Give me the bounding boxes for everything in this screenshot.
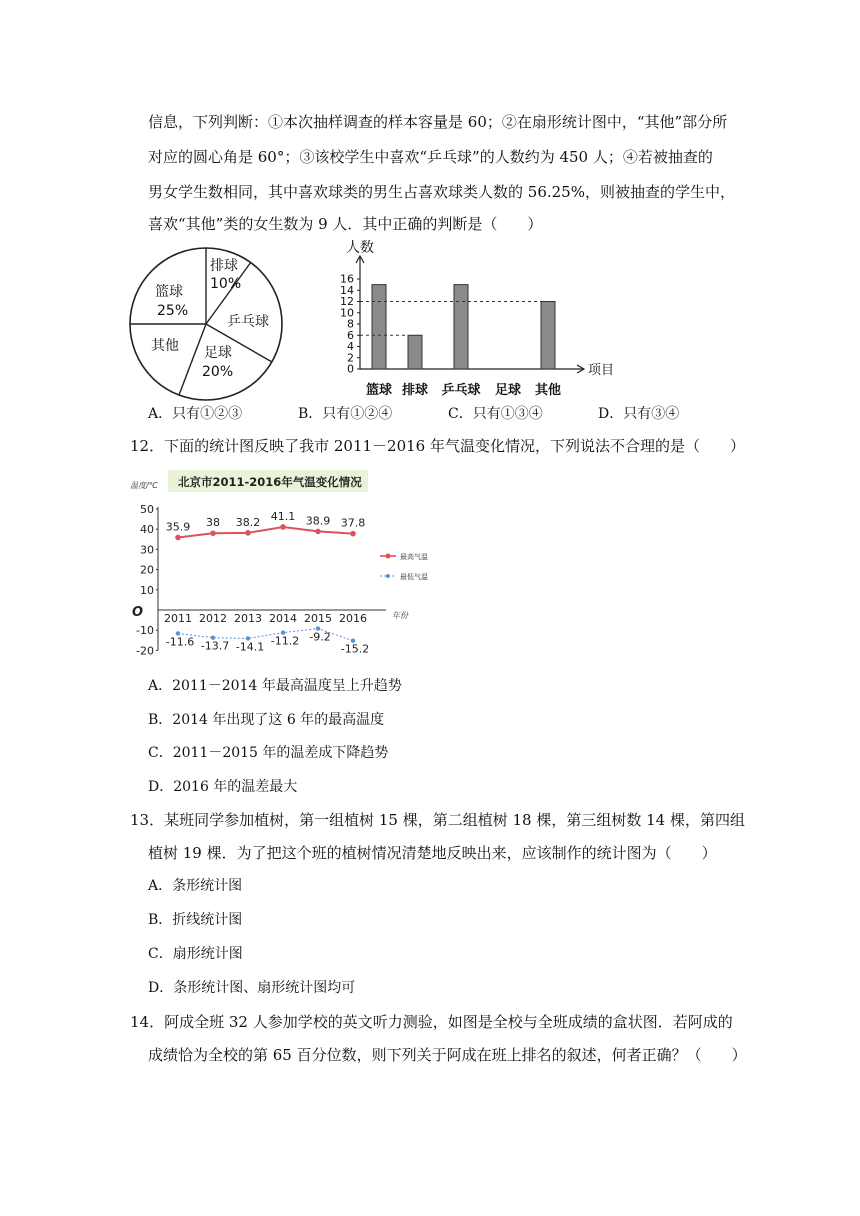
- chart-x-tick-label: 2011: [164, 612, 192, 625]
- chart-x-tick-label: 2012: [199, 612, 227, 625]
- pie-label-basketball: 篮球: [155, 284, 183, 300]
- bar-category-label: 篮球: [365, 383, 393, 398]
- bar-category-label: 乒乓球: [441, 383, 481, 398]
- series-high-line: [178, 527, 353, 538]
- q11-option-b[interactable]: B．只有①②④: [298, 406, 393, 422]
- pie-label-volleyball: 排球: [210, 258, 238, 274]
- series-low-label: -9.2: [309, 630, 331, 644]
- chart-title: 北京市2011-2016年气温变化情况: [178, 475, 362, 489]
- pie-label-football: 足球: [204, 345, 232, 361]
- chart-origin-label: O: [132, 605, 144, 620]
- bar-x-axis-label: 项目: [588, 363, 615, 378]
- bar-y-tick-label: 12: [340, 295, 354, 308]
- q11-bar-chart: [326, 236, 626, 406]
- series-high-label: 38.9: [305, 514, 331, 528]
- legend-low-label: 最低气温: [400, 573, 428, 581]
- bar-2: [454, 285, 468, 369]
- q12-option-a[interactable]: A．2011－2014 年最高温度呈上升趋势: [148, 678, 402, 694]
- bar-category-label: 其他: [534, 383, 562, 398]
- chart-y-tick-label: 30: [140, 543, 154, 557]
- bar-y-tick-label: 10: [340, 306, 354, 320]
- q12-line-chart: [128, 468, 438, 660]
- q11-option-c[interactable]: C．只有①③④: [448, 406, 543, 422]
- series-high-point: [175, 535, 181, 541]
- series-high-point: [280, 524, 286, 530]
- series-high-point: [245, 530, 251, 536]
- series-low-label: -13.7: [200, 639, 230, 653]
- bar-0: [372, 285, 386, 369]
- chart-y-tick-label: 40: [140, 523, 154, 537]
- q13-option-d[interactable]: D．条形统计图、扇形统计图均可: [148, 980, 356, 996]
- pie-label-pingpong: 乒乓球: [227, 314, 269, 330]
- bar-y-tick-label: 14: [340, 283, 354, 297]
- q13-line-2: 植树 19 棵．为了把这个班的植树情况清楚地反映出来，应该制作的统计图为（ ）: [148, 844, 717, 862]
- bar-y-tick-label: 4: [347, 340, 354, 353]
- series-low-label: -14.1: [235, 640, 265, 654]
- chart-y-tick-label: -20: [136, 644, 154, 658]
- q14-line-1: 14．阿成全班 32 人参加学校的英文听力测验，如图是全校与全班成绩的盒状图．若阿成的: [130, 1013, 733, 1031]
- series-low-label: -11.2: [270, 634, 300, 648]
- q11-line-1: 信息，下列判断：①本次抽样调查的样本容量是 60；②在扇形统计图中，“其他”部分所: [148, 113, 728, 131]
- series-high-label: 38: [206, 516, 220, 530]
- q11-line-2: 对应的圆心角是 60°；③该校学生中喜欢“乒乓球”的人数约为 450 人；④若被抽查的: [148, 148, 713, 166]
- series-high-label: 37.8: [340, 516, 366, 530]
- bar-y-tick-label: 2: [347, 351, 354, 365]
- series-high-point: [315, 529, 321, 535]
- q11-option-d[interactable]: D．只有③④: [598, 406, 680, 422]
- pie-label-football-pct: 20%: [202, 364, 234, 380]
- bar-y-tick-label: 8: [347, 317, 354, 331]
- chart-y-tick-label: -10: [136, 624, 154, 638]
- series-low-label: -11.6: [165, 635, 195, 649]
- pie-label-volleyball-pct: 10%: [210, 276, 242, 292]
- bar-y-tick-label: 6: [347, 328, 354, 342]
- chart-x-tick-label: 2016: [339, 612, 367, 625]
- chart-x-label: 年份: [392, 611, 408, 620]
- bar-1: [408, 335, 422, 369]
- q13-option-b[interactable]: B．折线统计图: [148, 912, 243, 928]
- q13-option-a[interactable]: A．条形统计图: [148, 878, 243, 894]
- bar-4: [541, 302, 555, 370]
- bar-y-axis-label: 人数: [346, 240, 374, 256]
- q13-option-c[interactable]: C．扇形统计图: [148, 946, 243, 962]
- chart-y-tick-label: 20: [140, 563, 154, 577]
- legend-low-marker: [386, 574, 390, 578]
- series-high-label: 41.1: [270, 509, 296, 523]
- pie-label-other: 其他: [151, 338, 179, 354]
- q13-line-1: 13．某班同学参加植树，第一组植树 15 棵，第二组植树 18 棵，第三组树数 14 棵，第四组: [130, 811, 745, 829]
- chart-x-tick-label: 2013: [234, 612, 262, 625]
- q12-option-b[interactable]: B．2014 年出现了这 6 年的最高温度: [148, 712, 385, 728]
- legend-high-label: 最高气温: [400, 553, 428, 561]
- q11-line-3: 男女学生数相同，其中喜欢球类的男生占喜欢球类人数的 56.25%，则被抽查的学生中，: [148, 183, 735, 201]
- q12-option-c[interactable]: C．2011－2015 年的温差成下降趋势: [148, 745, 389, 761]
- series-high-label: 38.2: [235, 515, 261, 529]
- chart-y-label: 温度/℃: [130, 481, 158, 490]
- q11-line-4: 喜欢“其他”类的女生数为 9 人．其中正确的判断是（ ）: [148, 215, 543, 233]
- chart-y-tick-label: 10: [140, 583, 154, 597]
- series-low-label: -15.2: [340, 642, 370, 656]
- series-high-point: [210, 530, 216, 536]
- q12-option-d[interactable]: D．2016 年的温差最大: [148, 779, 298, 795]
- chart-y-tick-label: 50: [140, 503, 154, 516]
- q11-pie-chart: [126, 244, 286, 404]
- q14-line-2: 成绩恰为全校的第 65 百分位数，则下列关于阿成在班上排名的叙述，何者正确？（ ）: [148, 1046, 747, 1064]
- chart-x-tick-label: 2015: [304, 612, 332, 625]
- series-high-point: [350, 531, 356, 537]
- bar-y-tick-label: 16: [340, 272, 354, 286]
- bar-category-label: 排球: [401, 383, 429, 398]
- legend-high-marker: [386, 554, 391, 559]
- bar-y-tick-label: 0: [347, 362, 354, 376]
- series-high-label: 35.9: [165, 520, 191, 534]
- q11-option-a[interactable]: A．只有①②③: [148, 406, 243, 422]
- chart-x-tick-label: 2014: [269, 612, 297, 625]
- bar-category-label: 足球: [494, 383, 522, 398]
- q12-stem: 12．下面的统计图反映了我市 2011－2016 年气温变化情况，下列说法不合理的是（ ）: [130, 437, 745, 455]
- pie-label-basketball-pct: 25%: [157, 303, 189, 319]
